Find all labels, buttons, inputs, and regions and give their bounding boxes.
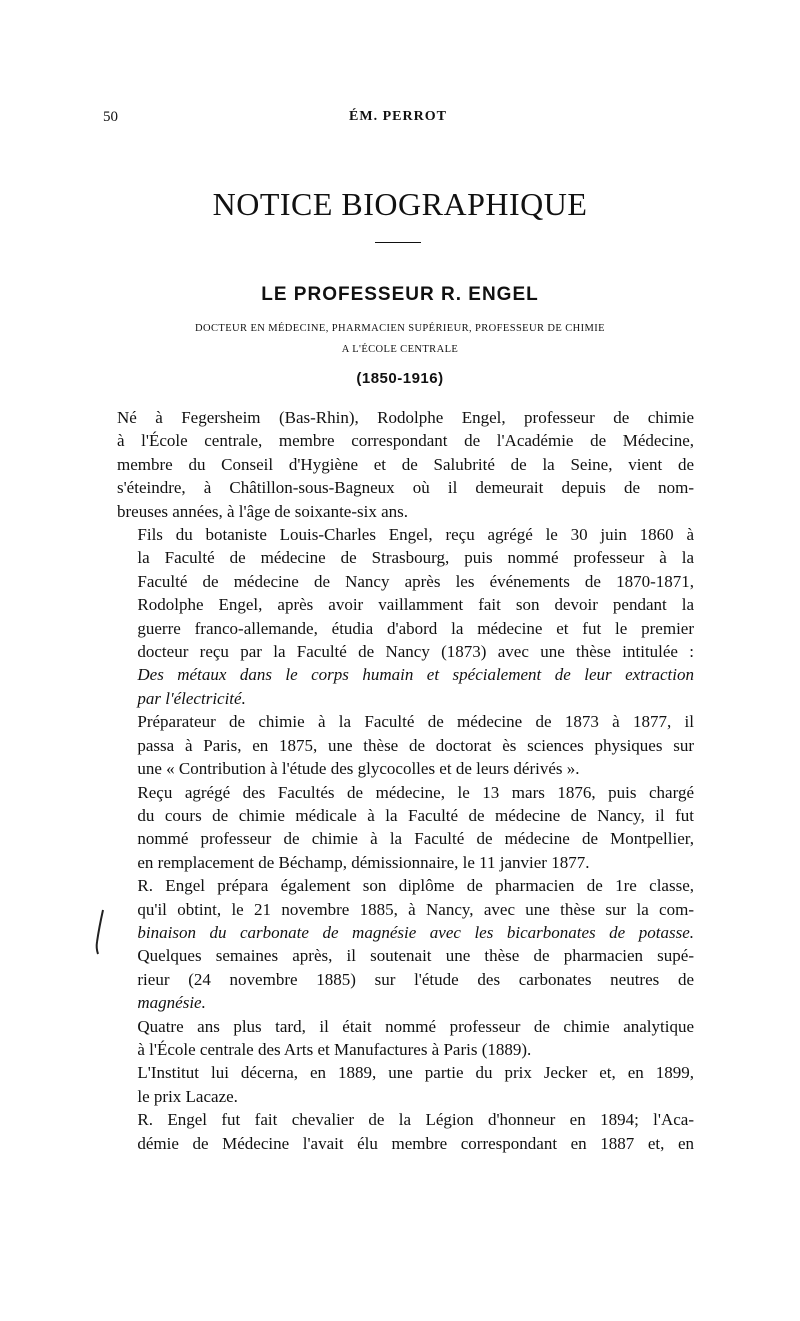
margin-pencil-mark xyxy=(90,908,110,956)
paragraph xyxy=(117,523,694,710)
credentials xyxy=(150,318,650,360)
text-line: Quelques semaines après, il soutenait une thèse de pharmacien supé- xyxy=(137,946,694,966)
text-line: Rodolphe Engel, après avoir vaillamment fait son devoir pendant la xyxy=(137,595,694,615)
paragraph xyxy=(117,406,694,523)
text-line: à l'École centrale des Arts et Manufactures à Paris (1889). xyxy=(137,1039,532,1059)
text-line: à l'École centrale, membre correspondant de l'Académie de Médecine, xyxy=(117,431,694,451)
text-line: s'éteindre, à Châtillon-sous-Bagneux où il demeurait depuis de nom- xyxy=(117,478,694,498)
paragraph xyxy=(117,1108,694,1155)
text-line: R. Engel fut fait chevalier de la Légion d'honneur en 1894; l'Aca- xyxy=(137,1110,694,1130)
text-line: binaison du carbonate de magnésie avec les bicarbonates de potasse. xyxy=(137,922,694,942)
text-line: magnésie. xyxy=(137,993,206,1013)
text-line: Faculté de médecine de Nancy après les événements de 1870-1871, xyxy=(137,571,694,591)
text-line: nommé professeur de chimie à la Faculté de médecine de Montpellier, xyxy=(137,829,694,849)
text-line: le prix Lacaze. xyxy=(137,1086,238,1106)
page-header xyxy=(103,109,693,131)
text-line: passa à Paris, en 1875, une thèse de doctorat ès sciences physiques sur xyxy=(137,735,694,755)
text-line: par l'électricité. xyxy=(137,688,246,708)
text-line: Fils du botaniste Louis-Charles Engel, reçu agrégé le 30 juin 1860 à xyxy=(137,525,694,545)
text-line: membre du Conseil d'Hygiène et de Salubrité de la Seine, vient de xyxy=(117,454,694,474)
paragraph xyxy=(117,710,694,780)
text-line: Né à Fegersheim (Bas-Rhin), Rodolphe Engel, professeur de chimie xyxy=(117,408,694,427)
text-line: qu'il obtint, le 21 novembre 1885, à Nancy, avec une thèse sur la com- xyxy=(137,899,694,919)
body-text xyxy=(117,406,694,1155)
text-line: du cours de chimie médicale à la Faculté de médecine de Nancy, il fut xyxy=(137,805,694,825)
page-number: 50 xyxy=(103,109,118,125)
text-line: rieur (24 novembre 1885) sur l'étude des carbonates neutres de xyxy=(137,969,694,989)
text-line: Préparateur de chimie à la Faculté de médecine de 1873 à 1877, il xyxy=(137,712,694,732)
paragraph xyxy=(117,781,694,875)
text-line: breuses années, à l'âge de soixante-six ans. xyxy=(117,501,409,521)
text-line: L'Institut lui décerna, en 1889, une partie du prix Jecker et, en 1899, xyxy=(137,1063,694,1083)
text-line: démie de Médecine l'avait élu membre correspondant en 1887 et, en xyxy=(137,1133,694,1153)
credentials-line-1: DOCTEUR EN MÉDECINE, PHARMACIEN SUPÉRIEUR, PROFESSEUR DE CHIMIE xyxy=(195,323,605,334)
text-line: R. Engel prépara également son diplôme de pharmacien de 1re classe, xyxy=(137,876,694,896)
life-dates: (1850-1916) xyxy=(356,370,444,387)
page-title: NOTICE BIOGRAPHIQUE xyxy=(212,186,588,222)
paragraph xyxy=(117,1061,694,1108)
text-line: guerre franco-allemande, étudia d'abord la médecine et fut le premier xyxy=(137,618,694,638)
text-line: Reçu agrégé des Facultés de médecine, le 13 mars 1876, puis chargé xyxy=(137,782,694,802)
title-divider xyxy=(375,242,421,243)
text-line: la Faculté de médecine de Strasbourg, puis nommé professeur à la xyxy=(137,548,694,568)
text-line: en remplacement de Béchamp, démissionnaire, le 11 janvier 1877. xyxy=(137,852,590,872)
paragraph xyxy=(117,874,694,1014)
text-line: Des métaux dans le corps humain et spécialement de leur extraction xyxy=(137,665,694,685)
text-line: une « Contribution à l'étude des glycocolles et de leurs dérivés ». xyxy=(137,759,580,779)
credentials-line-2: A L'ÉCOLE CENTRALE xyxy=(341,344,459,355)
text-line: docteur reçu par la Faculté de Nancy (1873) avec une thèse intitulée : xyxy=(137,642,694,662)
paragraph xyxy=(117,1015,694,1062)
running-head: ÉM. PERROT xyxy=(349,109,447,124)
text-line: Quatre ans plus tard, il était nommé professeur de chimie analytique xyxy=(137,1016,694,1036)
subtitle: LE PROFESSEUR R. ENGEL xyxy=(261,284,539,305)
